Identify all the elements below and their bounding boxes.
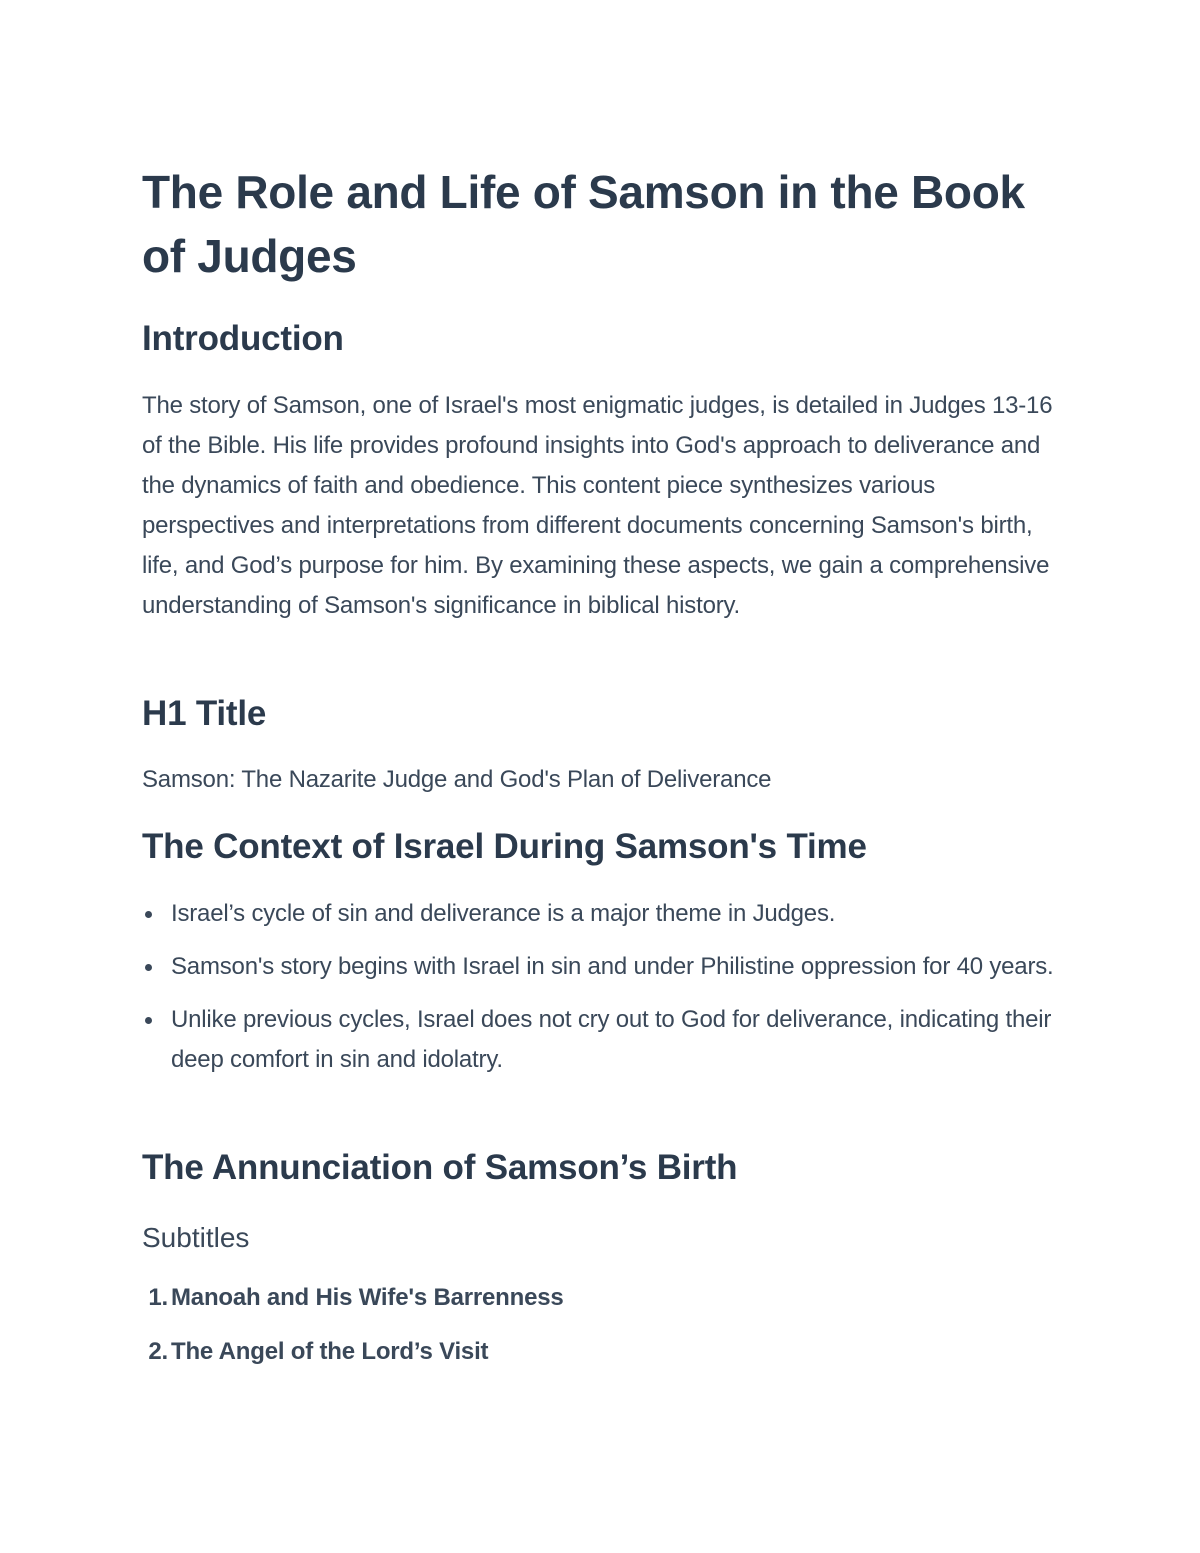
introduction-paragraph: The story of Samson, one of Israel's most enigmatic judges, is detailed in Judges 13-16 of the Bible. His life provides profound insights into God's approach to deliverance and the dynamics of faith and obedience. This content piece synthesizes various perspectives and interpretations from different documents concerning Samson's birth, life, and God’s purpose for him. By examining these aspects, we gain a comprehensive understanding of Samson's significance in biblical history. [142, 392, 1053, 619]
list-item [142, 1278, 1062, 1318]
list-item [142, 947, 1062, 987]
bullet-dot-icon [145, 964, 152, 971]
bullet-dot-icon [145, 1017, 152, 1024]
list-item-text: Manoah and His Wife's Barrenness [171, 1284, 564, 1311]
subtitles-numbered-list [142, 1278, 1062, 1386]
subtitles-label: Subtitles [142, 1222, 250, 1253]
list-item [142, 894, 1062, 934]
list-item-text: Samson's story begins with Israel in sin and under Philistine oppression for 40 years. [171, 953, 1054, 980]
h1-title-text: Samson: The Nazarite Judge and God's Plan of Deliverance [142, 766, 772, 793]
list-item-number: 2. [148, 1338, 168, 1365]
bullet-dot-icon [145, 911, 152, 918]
heading-context-of-israel: The Context of Israel During Samson's Time [142, 827, 867, 866]
list-item [142, 1000, 1062, 1080]
list-item-text: Israel’s cycle of sin and deliverance is a major theme in Judges. [171, 900, 836, 927]
list-item-text: The Angel of the Lord’s Visit [171, 1338, 489, 1365]
context-bullet-list [142, 894, 1062, 1093]
heading-annunciation: The Annunciation of Samson’s Birth [142, 1148, 738, 1187]
heading-h1-title: H1 Title [142, 694, 267, 733]
document-title: The Role and Life of Samson in the Book of Judges [142, 166, 1025, 282]
list-item-text: Unlike previous cycles, Israel does not cry out to God for deliverance, indicating their deep comfort in sin and idolatry. [171, 1006, 1052, 1073]
list-item [142, 1332, 1062, 1372]
heading-introduction: Introduction [142, 319, 344, 358]
list-item-number: 1. [148, 1284, 168, 1311]
